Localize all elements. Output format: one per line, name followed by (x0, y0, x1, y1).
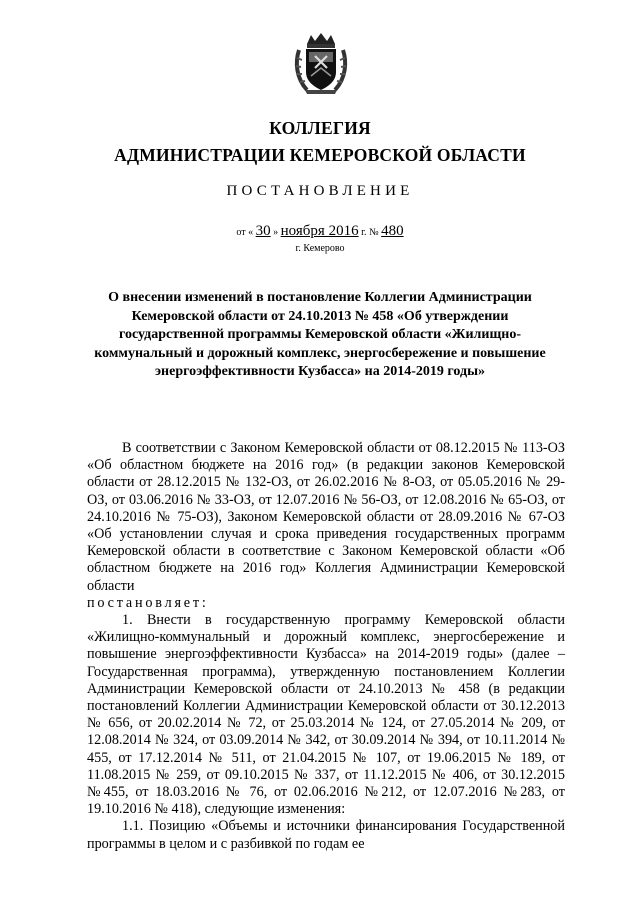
number-prefix: № (369, 227, 379, 238)
document-title: О внесении изменений в постановление Коллегии Администрации Кемеровской области от 24.10.2013 № 458 «Об утверждении государственной программы Кемеровской области «Жилищно-коммунальный и дорожный комплекс, энергосбережение и повышение энергоэффективности Кузбасса» на 2014-2019 годы» (94, 290, 546, 379)
date-quote-close: » (273, 227, 279, 238)
item-1-1-paragraph: 1.1. Позицию «Объемы и источники финансирования Государственной программы в целом и с разбивкой по годам ее (87, 818, 565, 852)
date-day: 30 (255, 223, 271, 239)
coat-of-arms-emblem (293, 32, 349, 96)
preamble-paragraph: В соответствии с Законом Кемеровской области от 08.12.2015 № 113-ОЗ «Об областном бюджете на 2016 год» (в редакции законов Кемеровской области от 28.12.2015 № 132-ОЗ, от 26.02.2016 № 8-ОЗ, от 05.05.2016 № 29-ОЗ, от 03.06.2016 № 33-ОЗ, от 12.07.2016 № 56-ОЗ, от 12.08.2016 № 65-ОЗ, от 24.10.2016 № 75-ОЗ), Законом Кемеровской области от 28.09.2016 № 67-ОЗ «Об установлении случая и срока приведения государственных программ Кемеровской области в соответствие с Законом Кемеровской области «Об областном бюджете на 2016 год» Коллегия Администрации Кемеровской области (87, 440, 565, 594)
date-from-prefix: от « (236, 227, 254, 238)
date-year-suffix: г. (361, 227, 367, 238)
agency-title-line2: АДМИНИСТРАЦИИ КЕМЕРОВСКОЙ ОБЛАСТИ (114, 145, 526, 165)
decree-word: постановляет: (87, 594, 209, 611)
item-1-paragraph: 1. Внести в государственную программу Кемеровской области «Жилищно-коммунальный и дорожный комплекс, энергосбережение и повышение энергоэффективности Кузбасса» на 2014-2019 годы» (далее – Государственная программа), утвержденную постановлением Коллегии Администрации Кемеровской области от 24.10.2013 № 458 (в редакции постановлений Коллегии Администрации Кемеровской области от 30.12.2013 № 656, от 20.02.2014 № 72, от 25.03.2014 № 124, от 27.05.2014 № 209, от 12.08.2014 № 324, от 03.09.2014 № 342, от 30.09.2014 № 394, от 10.11.2014 № 455, от 17.12.2014 № 511, от 21.04.2015 № 107, от 19.06.2015 № 189, от 11.08.2015 № 259, от 09.10.2015 № 337, от 11.12.2015 № 406, от 30.12.2015 №455, от 18.03.2016 № 76, от 02.06.2016 №212, от 12.07.2016 №283, от 19.10.2016 № 418), следующие изменения: (87, 612, 565, 818)
document-number: 480 (381, 223, 404, 239)
document-dateline (0, 223, 640, 240)
document-city: г. Кемерово (295, 243, 345, 254)
document-body (87, 440, 565, 853)
date-month-year: ноября 2016 (280, 223, 359, 239)
agency-title-line1: КОЛЛЕГИЯ (269, 118, 371, 138)
document-type: ПОСТАНОВЛЕНИЕ (226, 183, 414, 199)
